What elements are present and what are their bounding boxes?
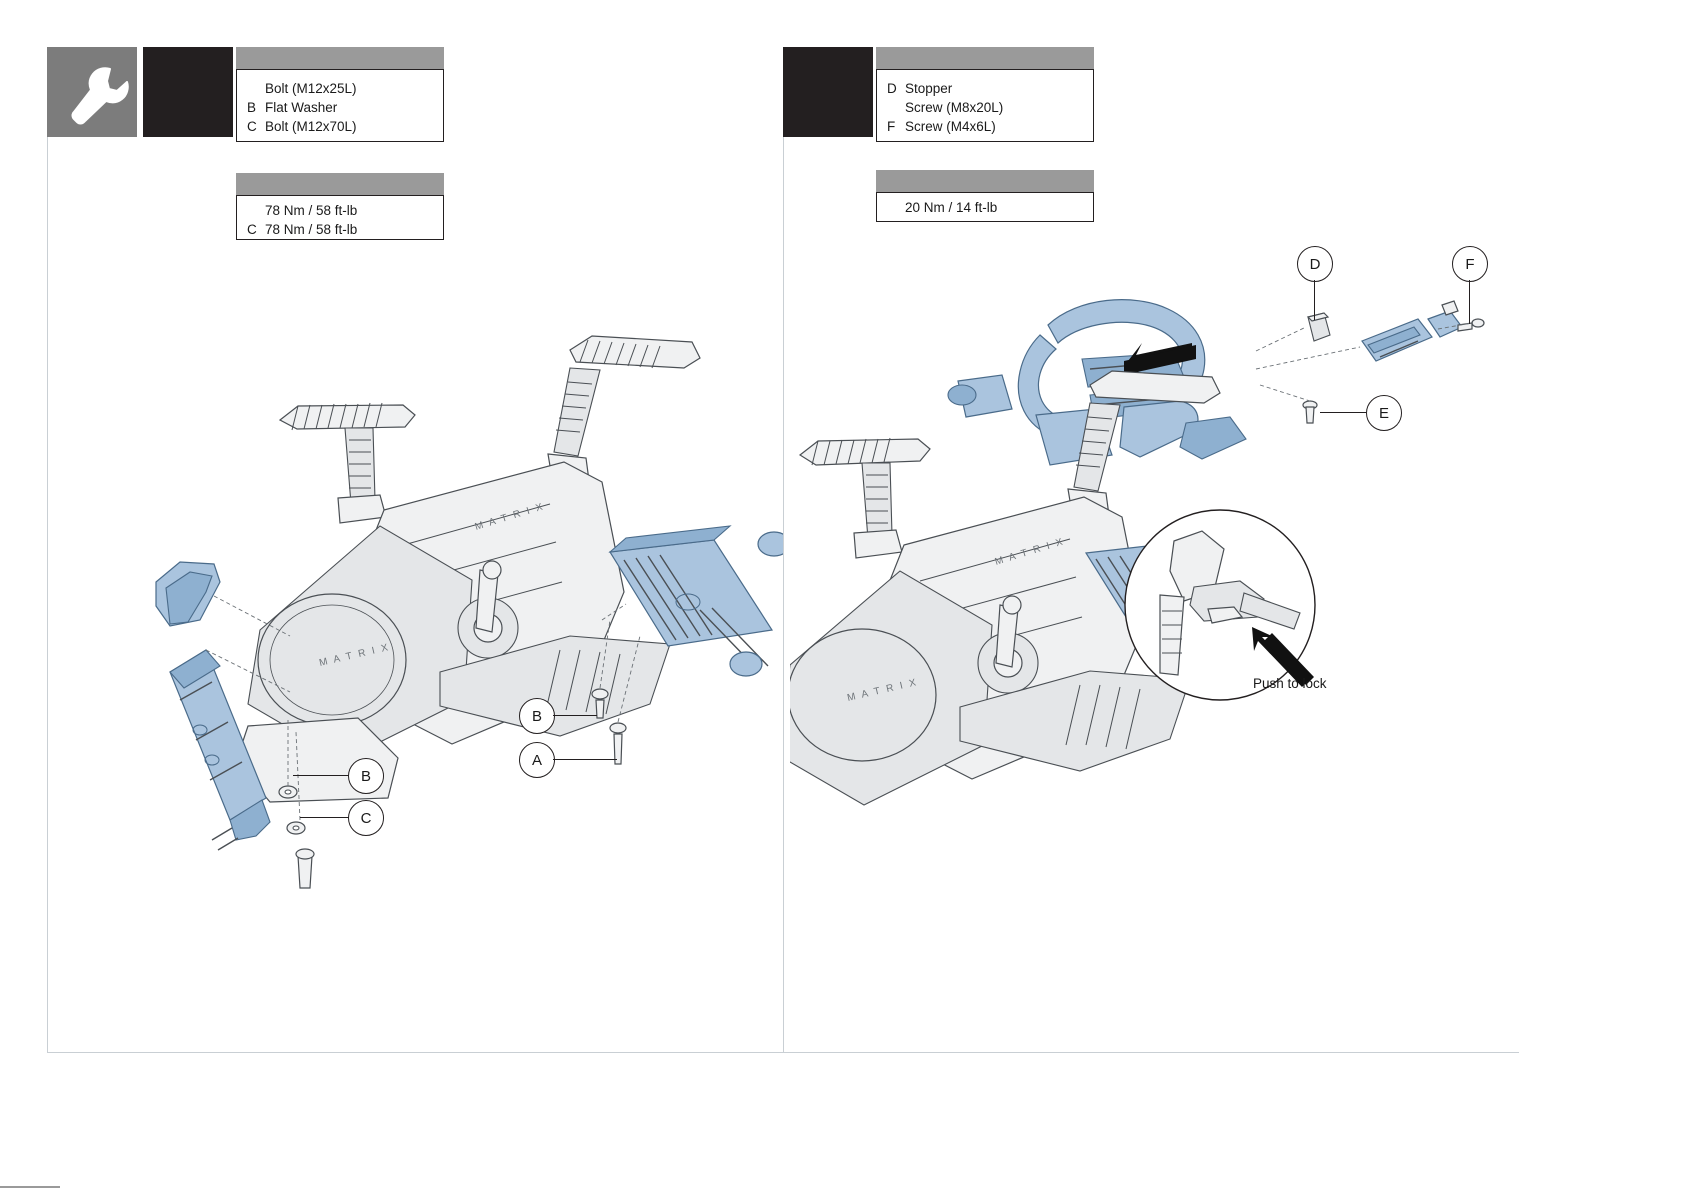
- blue-handle-part: [156, 562, 220, 626]
- brand-text-right-2: M A T R I X: [993, 536, 1066, 568]
- table-row: D Stopper: [887, 81, 953, 96]
- saddle-assembly: [280, 403, 415, 523]
- callout-e[interactable]: E: [1366, 395, 1402, 431]
- assembly-dash: [1260, 385, 1310, 401]
- callout-b-2[interactable]: B: [348, 758, 384, 794]
- brand-text-right: M A T R I X: [846, 676, 920, 704]
- callout-c[interactable]: C: [348, 800, 384, 836]
- table-row: 78 Nm / 58 ft-lb: [265, 203, 358, 218]
- footer-rule: [0, 1186, 60, 1188]
- table-row: F Screw (M4x6L): [887, 119, 996, 134]
- callout-leader: [1320, 412, 1366, 413]
- left-torque-table: [236, 195, 444, 240]
- detail-zoom-circle: [1125, 510, 1315, 700]
- right-handlebar-illustration: [790, 265, 1510, 1025]
- bracket-part: [1362, 301, 1484, 361]
- left-parts-table-header: [236, 47, 444, 69]
- callout-leader: [553, 715, 597, 716]
- right-torque-table-header: [876, 170, 1094, 192]
- callout-leader: [1314, 280, 1315, 320]
- callout-leader: [300, 817, 349, 818]
- right-torque-table: [876, 192, 1094, 222]
- callout-f[interactable]: F: [1452, 246, 1488, 282]
- brand-text-left-2: M A T R I X: [473, 501, 546, 533]
- right-parts-table-header: [876, 47, 1094, 69]
- left-parts-table: [236, 69, 444, 142]
- right-parts-table: [876, 69, 1094, 142]
- callout-leader: [1469, 280, 1470, 324]
- callout-a[interactable]: A: [519, 742, 555, 778]
- table-row: C 78 Nm / 58 ft-lb: [247, 222, 358, 237]
- left-torque-table-header: [236, 173, 444, 195]
- table-row: Bolt (M12x25L): [265, 81, 357, 96]
- callout-leader: [293, 775, 349, 776]
- step-number-box-right: [783, 47, 873, 137]
- callout-b-1[interactable]: B: [519, 698, 555, 734]
- table-row: B Flat Washer: [247, 100, 338, 115]
- table-row: C Bolt (M12x70L): [247, 119, 357, 134]
- tool-icon-box: [47, 47, 137, 137]
- screw-part-e: [1303, 401, 1317, 423]
- left-exploded-bike-illustration: [140, 320, 860, 1020]
- step-number-box-left: [143, 47, 233, 137]
- table-row: 20 Nm / 14 ft-lb: [905, 200, 998, 215]
- stopper-part-d: [1308, 313, 1330, 341]
- callout-d[interactable]: D: [1297, 246, 1333, 282]
- table-row: Screw (M8x20L): [905, 100, 1004, 115]
- wrench-icon: [47, 47, 137, 137]
- bike-frame: [236, 462, 670, 802]
- assembly-dash: [1256, 347, 1360, 369]
- push-to-lock-caption: Push to lock: [1253, 676, 1327, 691]
- assembly-dash: [1256, 327, 1306, 351]
- brand-text-left: M A T R I X: [318, 641, 392, 669]
- callout-leader: [553, 759, 617, 760]
